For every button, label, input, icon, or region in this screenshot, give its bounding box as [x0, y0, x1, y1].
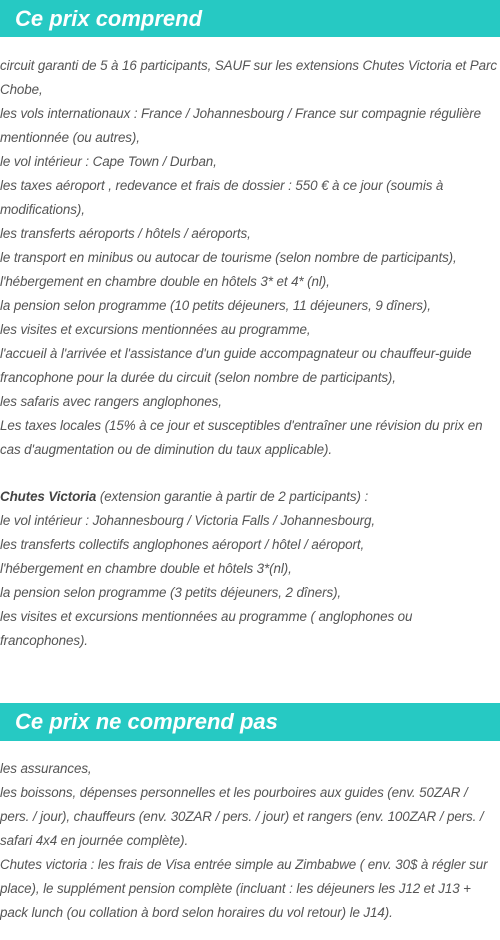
list-item: l'hébergement en chambre double et hôtels 3*(nl),	[0, 561, 292, 576]
list-item: le vol intérieur : Johannesbourg / Victoria Falls / Johannesbourg,	[0, 513, 376, 528]
list-item: les transferts collectifs anglophones aéroport / hôtel / aéroport,	[0, 537, 365, 552]
list-item: le vol intérieur : Cape Town / Durban,	[0, 154, 217, 169]
list-item: les assurances,	[0, 761, 92, 776]
list-item: la pension selon programme (10 petits déjeuners, 11 déjeuners, 9 dîners),	[0, 298, 431, 313]
list-item: les transferts aéroports / hôtels / aéroports,	[0, 226, 251, 241]
list-item: les visites et excursions mentionnées au programme,	[0, 322, 311, 337]
list-item: le transport en minibus ou autocar de tourisme (selon nombre de participants),	[0, 250, 457, 265]
list-item: les taxes aéroport , redevance et frais de dossier : 550 € à ce jour (soumis à modifications),	[0, 178, 444, 217]
list-item: circuit garanti de 5 à 16 participants, SAUF sur les extensions Chutes Victoria et Parc Chobe,	[0, 58, 497, 97]
section-header-includes	[0, 0, 500, 37]
list-item: la pension selon programme (3 petits déjeuners, 2 dîners),	[0, 585, 342, 600]
victoria-lead	[0, 485, 500, 509]
list-item: l'hébergement en chambre double en hôtels 3* et 4* (nl),	[0, 274, 330, 289]
section-title: Ce prix ne comprend pas	[15, 709, 278, 734]
list-item: les boissons, dépenses personnelles et les pourboires aux guides (env. 50ZAR / pers. / jour), chauffeurs (env. 30ZAR / pers. / jour) et rangers (env. 100ZAR / pers. / safari 4x4 en journée complète).	[0, 785, 484, 848]
section-title: Ce prix comprend	[15, 5, 203, 31]
includes-list	[0, 54, 500, 462]
section-header-excludes	[0, 703, 500, 741]
victoria-extension-list	[0, 485, 500, 653]
list-item: Les taxes locales (15% à ce jour et susceptibles d'entraîner une révision du prix en cas d'augmentation ou de diminution du taux applicable).	[0, 418, 483, 457]
victoria-lead-detail: (extension garantie à partir de 2 participants) :	[96, 489, 369, 504]
list-item: l'accueil à l'arrivée et l'assistance d'un guide accompagnateur ou chauffeur-guide francophone pour la durée du circuit (selon nombre de participants),	[0, 346, 472, 385]
excludes-list	[0, 757, 500, 925]
list-item: les safaris avec rangers anglophones,	[0, 394, 222, 409]
victoria-lead-title: Chutes Victoria	[0, 489, 97, 504]
list-item: les visites et excursions mentionnées au programme ( anglophones ou francophones).	[0, 609, 413, 648]
list-item: Chutes victoria : les frais de Visa entrée simple au Zimbabwe ( env. 30$ à régler sur place), le supplément pension complète (incluant : les déjeuners les J12 et J13 + pack lunch (ou collation à bord selon horaires du vol retour) le J14).	[0, 857, 488, 920]
list-item: les vols internationaux : France / Johannesbourg / France sur compagnie régulière mentionnée (ou autres),	[0, 106, 481, 145]
